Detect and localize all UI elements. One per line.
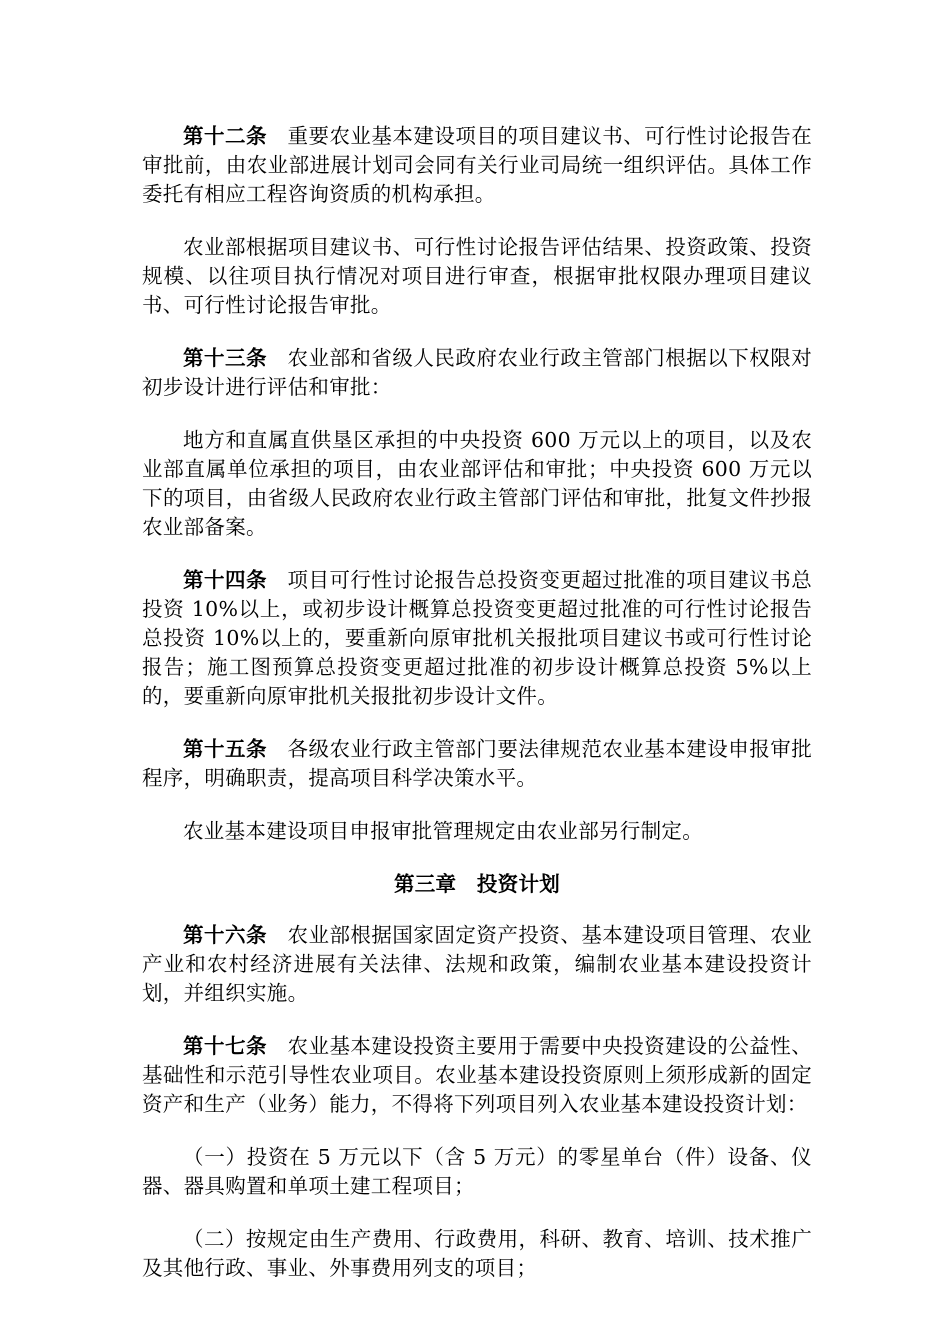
article-heading: 第十六条	[183, 923, 267, 947]
paragraph-text: 农业基本建设项目申报审批管理规定由农业部另行制定。	[183, 819, 703, 843]
chapter-number: 第三章	[393, 872, 457, 896]
body-paragraph	[142, 817, 812, 846]
chapter-title: 投资计划	[476, 872, 561, 896]
article-heading: 第十二条	[183, 124, 267, 148]
article-heading: 第十三条	[183, 346, 267, 370]
paragraph-text: 农业部和省级人民政府农业行政主管部门根据以下权限对初步设计进行评估和审批：	[142, 346, 813, 399]
paragraph-text: 地方和直属直供垦区承担的中央投资 600 万元以上的项目，以及农业部直属单位承担的项目，由农业部评估和审批；中央投资 600 万元以下的项目，由省级人民政府农业行政主管部门评估和审批，批复文件抄报农业部备案。	[142, 428, 812, 539]
article-13-paragraph	[142, 344, 812, 402]
paragraph-text: 农业部根据国家固定资产投资、基本建设项目管理、农业产业和农村经济进展有关法律、法规和政策，编制农业基本建设投资计划，并组织实施。	[142, 923, 813, 1005]
article-15-paragraph	[142, 735, 812, 793]
paragraph-text: 各级农业行政主管部门要法律规范农业基本建设申报审批程序，明确职责，提高项目科学决策水平。	[142, 737, 813, 790]
paragraph-text: （一）投资在 5 万元以下（含 5 万元）的零星单台（件）设备、仪器、器具购置和单项土建工程项目；	[142, 1145, 812, 1198]
article-17-paragraph	[142, 1032, 812, 1119]
body-paragraph	[142, 426, 812, 542]
paragraph-text: 项目可行性讨论报告总投资变更超过批准的项目建议书总投资 10%以上，或初步设计概算总投资变更超过批准的可行性讨论报告总投资 10%以上的，要重新向原审批机关报批项目建议书或可行性讨论报告；施工图预算总投资变更超过批准的初步设计概算总投资 5%以上的，要重新向原审批机关报批初步设计文件。	[142, 568, 813, 708]
paragraph-text: （二）按规定由生产费用、行政费用，科研、教育、培训、技术推广及其他行政、事业、外事费用列支的项目；	[142, 1227, 812, 1280]
paragraph-text: 农业基本建设投资主要用于需要中央投资建设的公益性、基础性和示范引导性农业项目。农业基本建设投资原则上须形成新的固定资产和生产（业务）能力，不得将下列项目列入农业基本建设投资计划：	[142, 1034, 813, 1116]
article-heading: 第十四条	[183, 568, 267, 592]
list-item-paragraph	[142, 1143, 812, 1201]
article-12-paragraph	[142, 122, 812, 209]
chapter-heading	[142, 870, 812, 899]
document-page	[142, 122, 812, 1307]
list-item-paragraph	[142, 1225, 812, 1283]
article-heading: 第十七条	[183, 1034, 267, 1058]
paragraph-text: 农业部根据项目建议书、可行性讨论报告评估结果、投资政策、投资规模、以往项目执行情况对项目进行审查，根据审批权限办理项目建议书、可行性讨论报告审批。	[142, 235, 812, 317]
article-14-paragraph	[142, 566, 812, 711]
article-heading: 第十五条	[183, 737, 267, 761]
paragraph-text: 重要农业基本建设项目的项目建议书、可行性讨论报告在审批前，由农业部进展计划司会同有关行业司局统一组织评估。具体工作委托有相应工程咨询资质的机构承担。	[142, 124, 813, 206]
body-paragraph	[142, 233, 812, 320]
article-16-paragraph	[142, 921, 812, 1008]
